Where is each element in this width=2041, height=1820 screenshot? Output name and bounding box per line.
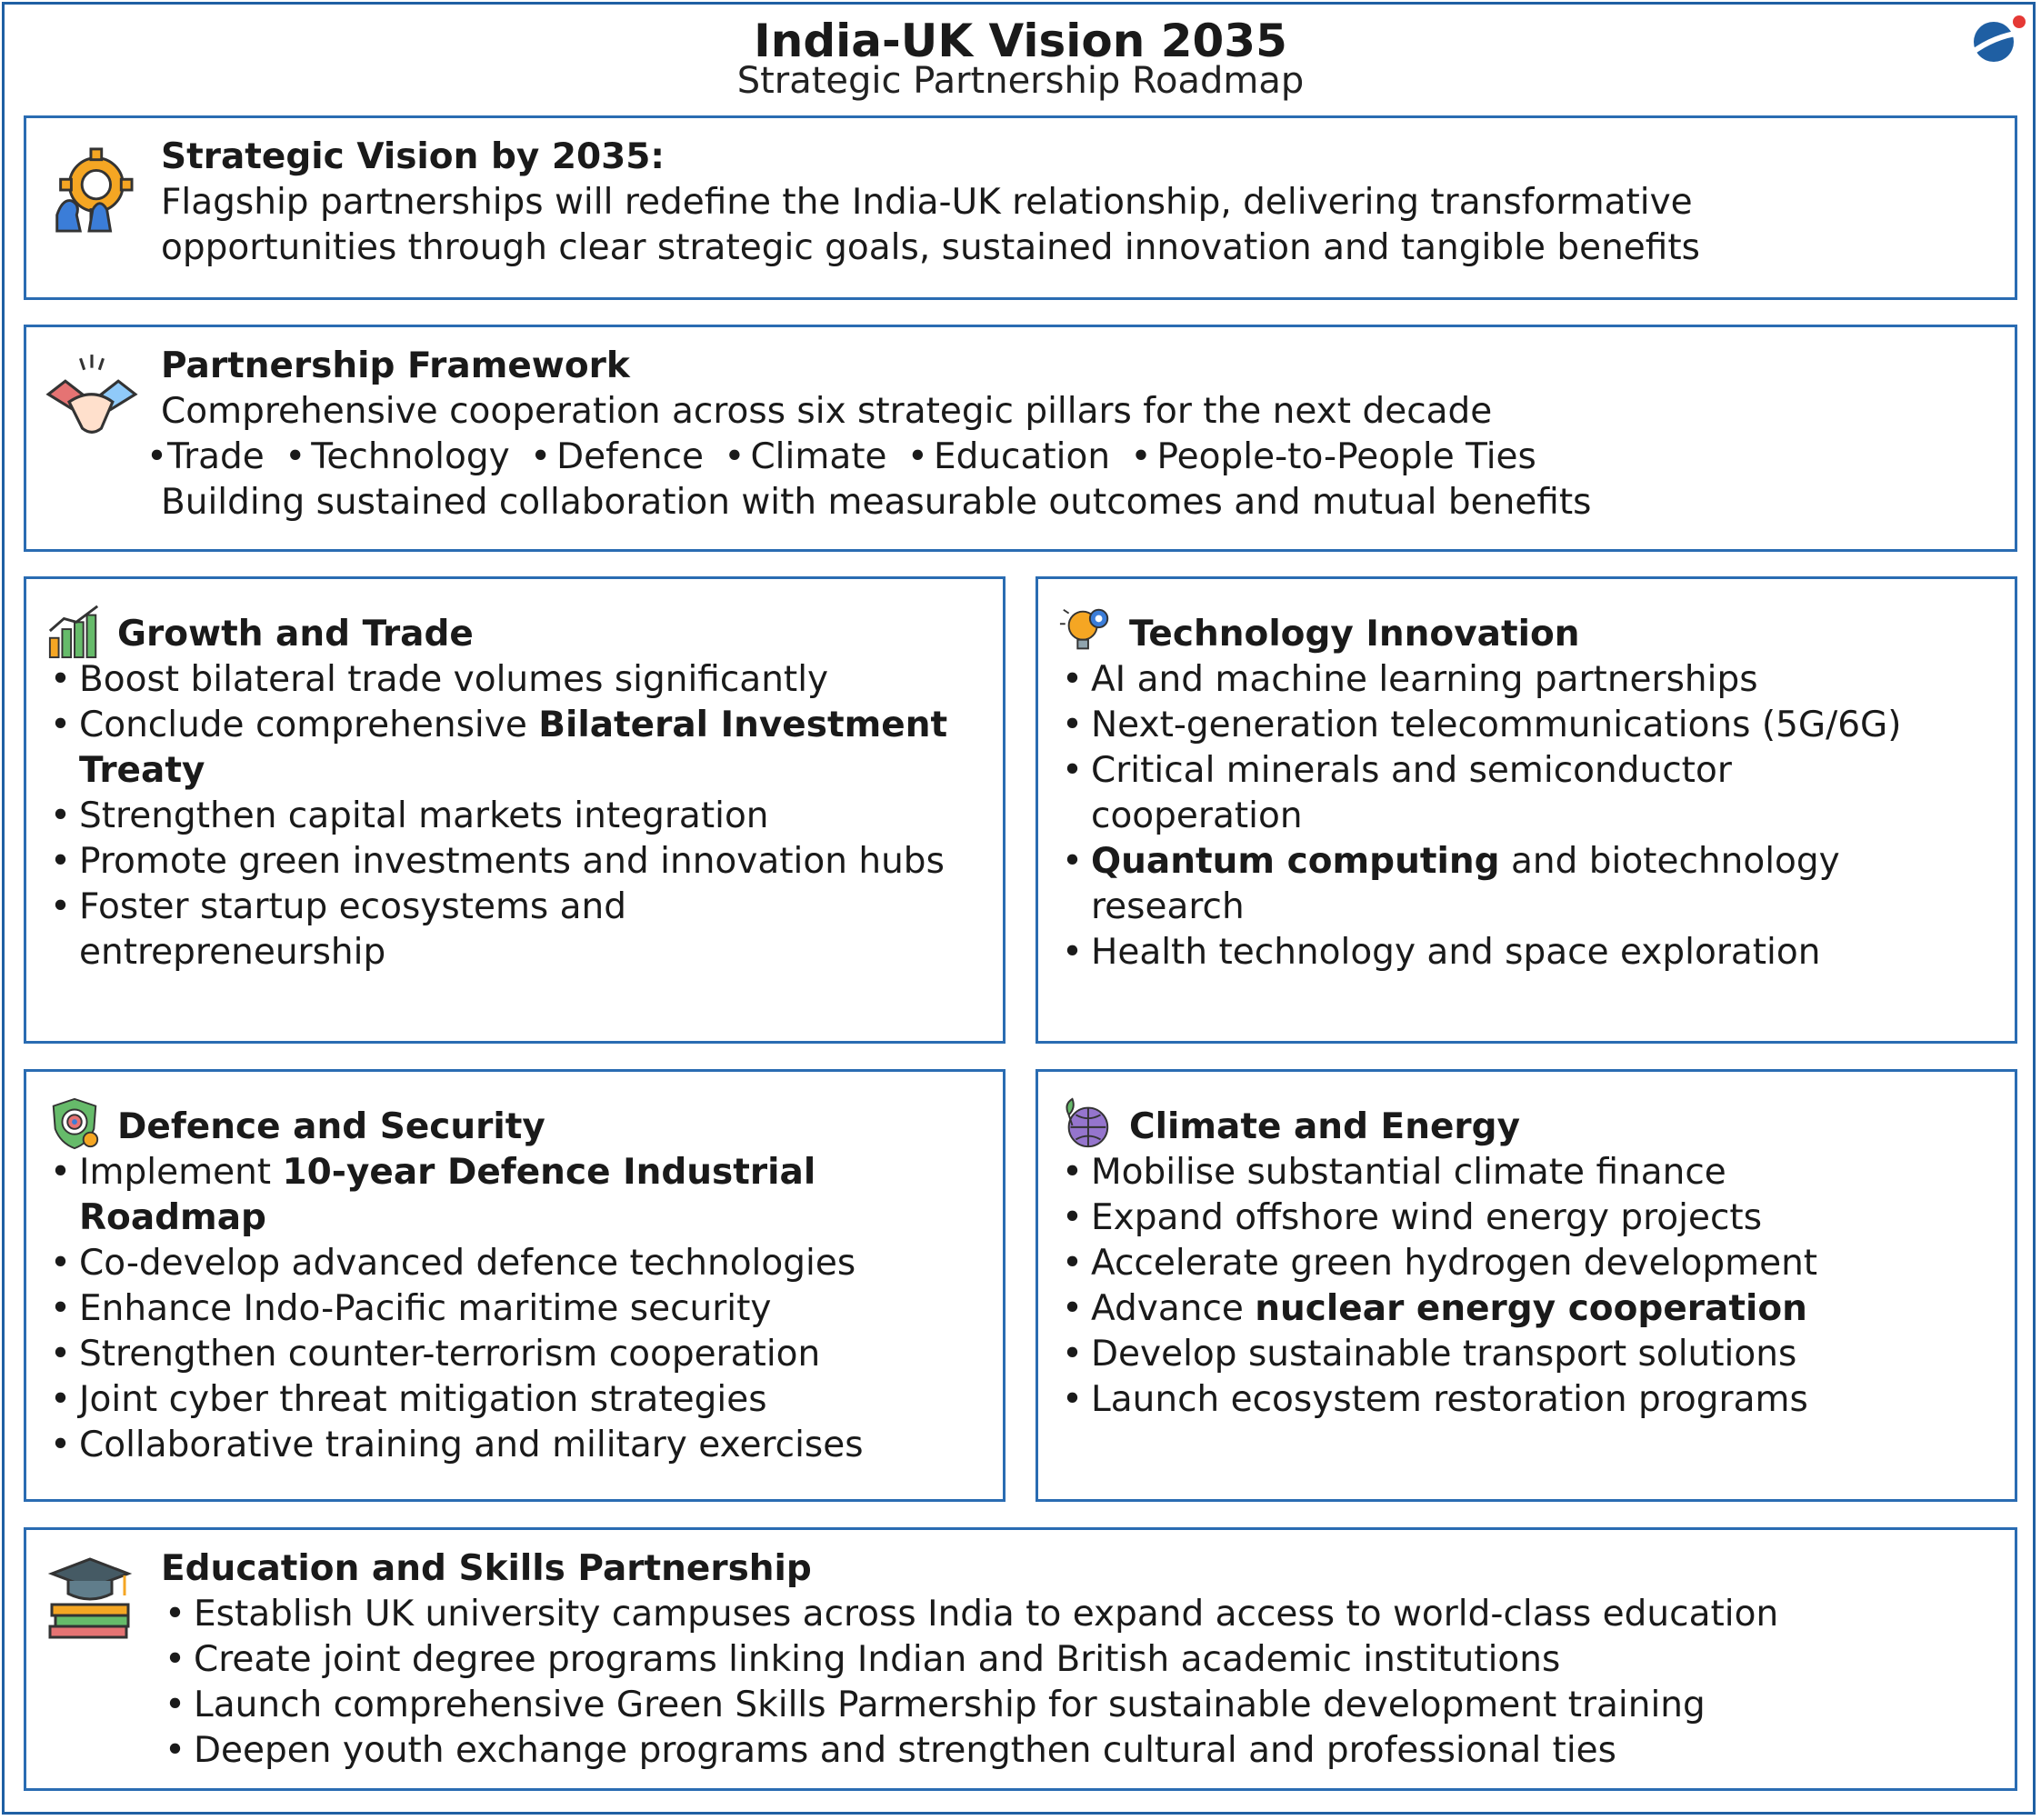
climate-heading: Climate and Energy	[1129, 1106, 1520, 1147]
technology-card	[1036, 576, 2017, 1044]
pillar-technology: Technology	[311, 436, 510, 477]
pillar-climate: Climate	[750, 436, 887, 477]
list-item: • Conclude comprehensive Bilateral Investment Treaty	[26, 703, 981, 794]
list-item: • Advance nuclear energy cooperation	[1038, 1286, 1993, 1332]
list-item: • Mobilise substantial climate finance	[1038, 1150, 1993, 1195]
list-item: • Quantum computing and biotechnology research	[1038, 839, 1927, 930]
list-item: • Collaborative training and military exercises	[26, 1423, 981, 1468]
list-item: • Foster startup ecosystems and entrepreneurship	[26, 885, 734, 975]
list-item: • AI and machine learning partnerships	[1038, 657, 2002, 703]
shield-target-icon	[46, 1095, 103, 1152]
growth-heading: Growth and Trade	[117, 614, 474, 655]
pillar-people: People-to-People Ties	[1156, 436, 1536, 477]
list-item: • Co-develop advanced defence technologies	[26, 1241, 981, 1286]
climate-card	[1036, 1069, 2017, 1502]
list-item: • Strengthen counter-terrorism cooperation	[26, 1332, 981, 1377]
graduation-books-icon	[45, 1554, 135, 1645]
list-item: • Launch ecosystem restoration programs	[1038, 1377, 1993, 1423]
globe-plant-icon	[1058, 1095, 1115, 1152]
growth-list	[26, 657, 981, 975]
list-item: • Next-generation telecommunications (5G/6G)	[1038, 703, 2002, 748]
list-item: • Joint cyber threat mitigation strategies	[26, 1377, 981, 1423]
list-item: • Promote green investments and innovation hubs	[26, 839, 981, 885]
defence-list	[26, 1150, 981, 1468]
vision-text-line-2: opportunities through clear strategic goals, sustained innovation and tangible benefits	[161, 227, 1700, 268]
list-item: • Critical minerals and semiconductor cooperation	[1038, 748, 1818, 839]
climate-list	[1038, 1150, 1993, 1423]
list-item: • Enhance Indo-Pacific maritime security	[26, 1286, 981, 1332]
list-item: • Deepen youth exchange programs and strengthen cultural and professional ties	[161, 1728, 1778, 1774]
list-item: • Develop sustainable transport solutions	[1038, 1332, 1993, 1377]
education-card	[24, 1527, 2017, 1791]
list-item: • Launch comprehensive Green Skills Parmership for sustainable development training	[161, 1683, 1778, 1728]
list-item: • Boost bilateral trade volumes significantly	[26, 657, 981, 703]
defence-heading: Defence and Security	[117, 1106, 545, 1147]
technology-heading: Technology Innovation	[1129, 614, 1580, 655]
defence-card	[24, 1069, 1005, 1502]
list-item: • Health technology and space exploration	[1038, 930, 2002, 975]
education-heading: Education and Skills Partnership	[161, 1548, 812, 1589]
list-item: • Create joint degree programs linking Indian and British academic institutions	[161, 1637, 1778, 1683]
page-subtitle: Strategic Partnership Roadmap	[736, 60, 1305, 102]
lightbulb-gear-icon	[1058, 603, 1115, 659]
list-item: • Strengthen capital markets integration	[26, 794, 981, 839]
list-item: • Establish UK university campuses across India to expand access to world-class education	[161, 1592, 1778, 1637]
page-title: India-UK Vision 2035	[754, 15, 1287, 67]
handshake-icon	[45, 353, 139, 447]
growth-chart-icon	[46, 603, 103, 659]
framework-text-line-1: Comprehensive cooperation across six strategic pillars for the next decade	[161, 391, 1493, 432]
gear-chess-icon	[45, 145, 134, 235]
framework-pillars: •Trade • Technology • Defence • Climate • Education • People-to-People Ties	[146, 436, 1536, 477]
vision-text-line-1: Flagship partnerships will redefine the India-UK relationship, delivering transformative	[161, 182, 1693, 223]
education-list	[161, 1592, 1778, 1774]
list-item: • Implement 10-year Defence Industrial Roadmap	[26, 1150, 879, 1241]
list-item: • Expand offshore wind energy projects	[1038, 1195, 1993, 1241]
framework-heading: Partnership Framework	[161, 345, 630, 386]
pillar-education: Education	[933, 436, 1111, 477]
pillar-trade: Trade	[167, 436, 265, 477]
growth-card	[24, 576, 1005, 1044]
framework-card	[24, 325, 2017, 552]
vision-card	[24, 115, 2017, 300]
list-item: • Accelerate green hydrogen development	[1038, 1241, 1993, 1286]
vision-heading: Strategic Vision by 2035:	[161, 136, 665, 177]
framework-text-line-3: Building sustained collaboration with measurable outcomes and mutual benefits	[161, 482, 1592, 523]
pillar-defence: Defence	[556, 436, 705, 477]
technology-list	[1038, 657, 2002, 975]
